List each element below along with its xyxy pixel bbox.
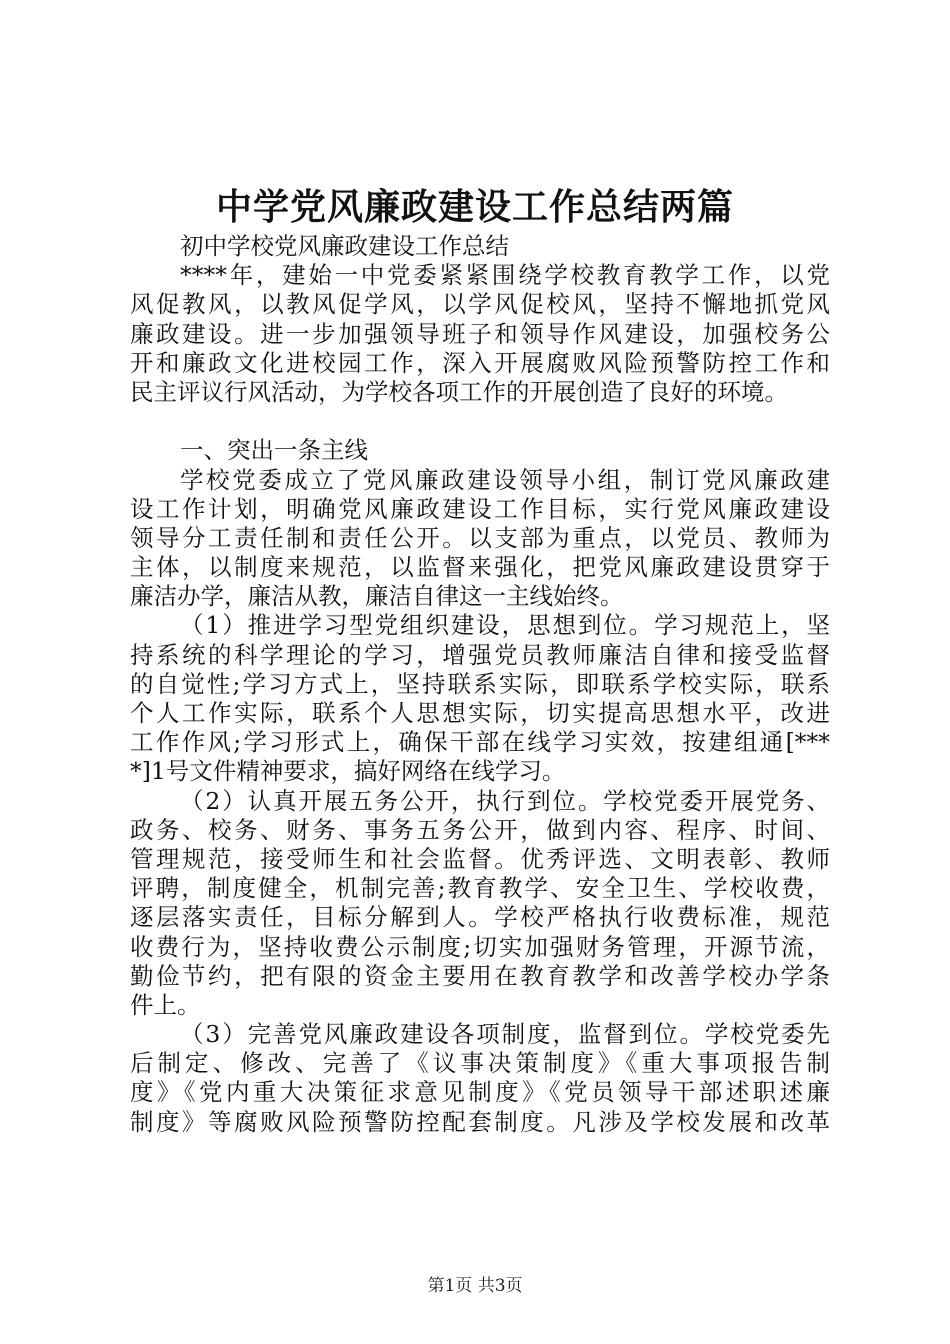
text-line: （2）认真开展五务公开，执行到位。学校党委开展党务、 bbox=[180, 786, 830, 815]
text-line: 管理规范，接受师生和社会监督。优秀评选、文明表彰、教师 bbox=[130, 844, 830, 873]
text-line: 政务、校务、财务、事务五务公开，做到内容、程序、时间、 bbox=[130, 815, 830, 844]
text-line: 逐层落实责任，目标分解到人。学校严格执行收费标准，规范 bbox=[130, 903, 830, 932]
text-line: 廉洁办学，廉洁从教，廉洁自律这一主线始终。 bbox=[130, 582, 624, 611]
text-line: 后制定、修改、完善了《议事决策制度》《重大事项报告制 bbox=[130, 1049, 830, 1078]
text-line: 个人工作实际，联系个人思想实际，切实提高思想水平，改进 bbox=[130, 699, 830, 727]
text-line: 收费行为，坚持收费公示制度;切实加强财务管理，开源节流， bbox=[130, 932, 830, 961]
text-line: 勤俭节约，把有限的资金主要用在教育教学和改善学校办学条 bbox=[130, 961, 830, 990]
text-line: （1）推进学习型党组织建设，思想到位。学习规范上，坚 bbox=[180, 611, 830, 640]
text-line: 开和廉政文化进校园工作，深入开展腐败风险预警防控工作和 bbox=[130, 348, 830, 377]
text-line: ****年，建始一中党委紧紧围绕学校教育教学工作，以党 bbox=[180, 261, 830, 290]
text-line: 持系统的科学理论的学习，增强党员教师廉洁自律和接受监督 bbox=[130, 640, 830, 669]
text-line: 的自觉性;学习方式上，坚持联系实际，即联系学校实际，联系 bbox=[130, 669, 830, 698]
text-line: 度》《党内重大决策征求意见制度》《党员领导干部述职述廉 bbox=[130, 1078, 830, 1107]
text-line: 工作作风;学习形式上，确保干部在线学习实效，按建组通[*** bbox=[130, 728, 830, 757]
blank-line bbox=[130, 407, 830, 436]
text-line: 初中学校党风廉政建设工作总结 bbox=[180, 232, 509, 260]
text-line: 设工作计划，明确党风廉政建设工作目标，实行党风廉政建设 bbox=[130, 494, 830, 523]
text-line: 学校党委成立了党风廉政建设领导小组，制订党风廉政建 bbox=[180, 465, 830, 494]
page-footer: 第1页 共3页 bbox=[427, 1276, 523, 1296]
text-line: 领导分工责任制和责任公开。以支部为重点，以党员、教师为 bbox=[130, 523, 830, 552]
text-line: 评聘，制度健全，机制完善;教育教学、安全卫生、学校收费， bbox=[130, 874, 830, 903]
document-body bbox=[130, 232, 830, 1137]
text-line: 风促教风，以教风促学风，以学风促校风，坚持不懈地抓党风 bbox=[130, 290, 830, 319]
text-line: 民主评议行风活动，为学校各项工作的开展创造了良好的环境。 bbox=[130, 377, 788, 406]
text-line: 一、突出一条主线 bbox=[180, 436, 368, 465]
text-line: 制度》等腐败风险预警防控配套制度。凡涉及学校发展和改革 bbox=[130, 1107, 830, 1136]
text-line: 件上。 bbox=[130, 990, 201, 1019]
text-line: 主体，以制度来规范，以监督来强化，把党风廉政建设贯穿于 bbox=[130, 553, 830, 582]
text-line: （3）完善党风廉政建设各项制度，监督到位。学校党委先 bbox=[180, 1020, 830, 1049]
text-line: *]1号文件精神要求，搞好网络在线学习。 bbox=[130, 757, 566, 786]
text-line: 廉政建设。进一步加强领导班子和领导作风建设，加强校务公 bbox=[130, 319, 830, 348]
document-title: 中学党风廉政建设工作总结两篇 bbox=[215, 186, 734, 228]
